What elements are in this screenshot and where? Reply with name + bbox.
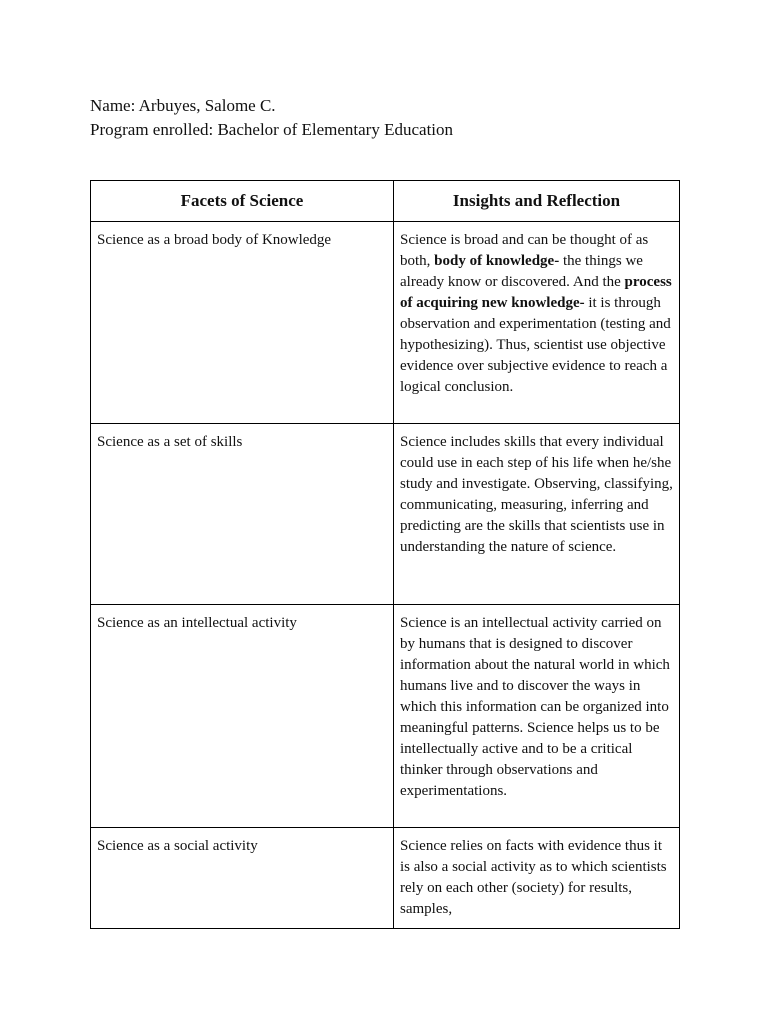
reflection-cell	[394, 222, 680, 424]
reflection-bold-text: process of acquiring new knowledge-	[400, 274, 672, 311]
facet-cell: Science as an intellectual activity	[91, 605, 394, 828]
table-row	[91, 605, 680, 828]
reflection-text: Science is broad and can be thought of as both,	[400, 232, 649, 269]
reflection-cell: Science includes skills that every individual could use in each step of his life when he/she study and investigate. Observing, classifying, communicating, measuring, inferring and predicting are the skills that scientists use in understanding the nature of science.	[394, 424, 680, 605]
table-row	[91, 828, 680, 929]
facets-table	[90, 180, 680, 929]
reflection-text: the things we already know or discovered. And the	[400, 253, 643, 290]
reflection-text: it is through observation and experimentation (testing and hypothesizing). Thus, scientist use objective evidence over subjective evidence to reach a logical conclusion.	[400, 295, 671, 395]
column-header-facets: Facets of Science	[91, 181, 394, 222]
reflection-cell: Science relies on facts with evidence thus it is also a social activity as to which scientists rely on each other (society) for results, samples,	[394, 828, 680, 929]
table-header-row	[91, 181, 680, 222]
column-header-insights: Insights and Reflection	[394, 181, 680, 222]
reflection-cell: Science is an intellectual activity carried on by humans that is designed to discover information about the natural world in which humans live and to discover the ways in which this information can be organized into meaningful patterns. Science helps us to be intellectually active and to be a critical thinker through observations and experimentations.	[394, 605, 680, 828]
student-name: Name: Arbuyes, Salome C.	[90, 96, 276, 115]
facet-cell: Science as a set of skills	[91, 424, 394, 605]
table-row	[91, 222, 680, 424]
facet-cell: Science as a social activity	[91, 828, 394, 929]
program-enrolled: Program enrolled: Bachelor of Elementary Education	[90, 120, 454, 139]
table-row	[91, 424, 680, 605]
document-header	[90, 94, 453, 142]
facet-cell: Science as a broad body of Knowledge	[91, 222, 394, 424]
reflection-bold-text: body of knowledge-	[434, 253, 560, 269]
